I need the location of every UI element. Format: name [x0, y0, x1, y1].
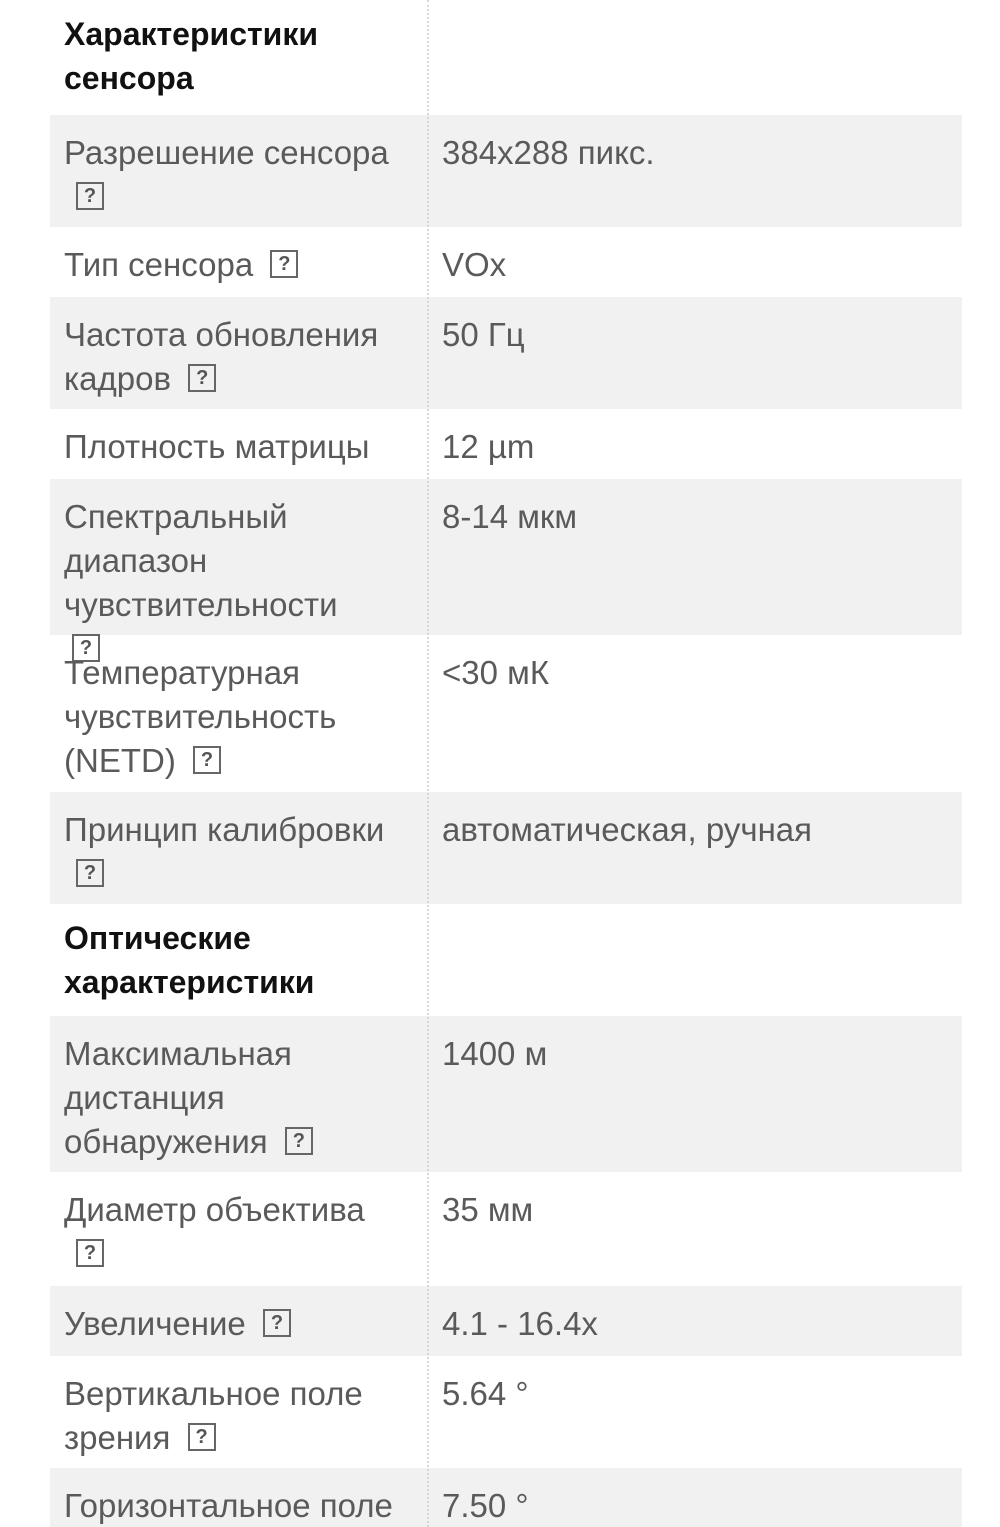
spec-label-text: Максимальная дистанция обнаружения	[64, 1035, 292, 1160]
help-icon[interactable]: ?	[188, 364, 216, 392]
help-icon[interactable]: ?	[285, 1127, 313, 1155]
spec-label-text: Плотность матрицы	[64, 428, 370, 465]
spec-label	[64, 313, 394, 401]
spec-value: 8-14 мкм	[442, 498, 578, 535]
spec-label	[64, 808, 404, 896]
help-icon[interactable]: ?	[270, 250, 298, 278]
spec-row	[50, 1356, 962, 1468]
spec-label-text: Вертикальное поле зрения	[64, 1375, 363, 1456]
spec-value: 4.1 - 16.4x	[442, 1305, 598, 1342]
spec-row	[50, 1016, 962, 1172]
help-icon[interactable]: ?	[72, 634, 100, 662]
spec-value: 1400 м	[442, 1035, 548, 1072]
spec-label	[64, 425, 409, 469]
section-heading	[50, 0, 962, 115]
spec-label-text: Диаметр объектива	[64, 1191, 365, 1228]
help-icon[interactable]: ?	[263, 1309, 291, 1337]
spec-row	[50, 479, 962, 660]
spec-row	[50, 635, 962, 792]
help-icon[interactable]: ?	[76, 1239, 104, 1267]
spec-row	[50, 1172, 962, 1286]
column-divider	[427, 0, 429, 1527]
spec-value: 50 Гц	[442, 316, 525, 353]
spec-row	[50, 409, 962, 479]
spec-label	[64, 243, 409, 287]
help-icon[interactable]: ?	[76, 859, 104, 887]
spec-row	[50, 792, 962, 904]
section-title: Характеристики сенсора	[64, 16, 319, 96]
spec-label-text: Спектральный диапазон чувствительности	[64, 498, 338, 623]
spec-label-text: Горизонтальное поле	[64, 1487, 393, 1524]
spec-row	[50, 297, 962, 409]
section-heading	[50, 904, 962, 1016]
help-icon[interactable]: ?	[76, 182, 104, 210]
help-icon[interactable]: ?	[193, 746, 221, 774]
spec-label-text: Разрешение сенсора	[64, 134, 389, 171]
section-title: Оптические характеристики	[64, 920, 315, 1000]
spec-label	[64, 1372, 384, 1460]
spec-value: 7.50 °	[442, 1487, 529, 1524]
spec-label	[64, 131, 404, 219]
spec-row	[50, 227, 962, 297]
spec-label-text: Принцип калибровки	[64, 811, 385, 848]
spec-label-text: Частота обновления кадров	[64, 316, 379, 397]
spec-value: 384x288 пикс.	[442, 134, 655, 171]
help-icon[interactable]: ?	[188, 1423, 216, 1451]
spec-row	[50, 1286, 962, 1356]
spec-label	[64, 651, 354, 783]
spec-value: <30 мК	[442, 654, 550, 691]
spec-label-text: Температурная чувствительность (NETD)	[64, 654, 337, 779]
spec-value: VOx	[442, 246, 507, 283]
spec-label	[64, 1032, 354, 1164]
spec-row	[50, 1468, 962, 1527]
spec-label	[64, 1188, 394, 1276]
spec-value: автоматическая, ручная	[442, 811, 813, 848]
spec-value: 12 µm	[442, 428, 535, 465]
spec-row	[50, 115, 962, 227]
spec-value: 5.64 °	[442, 1375, 529, 1412]
spec-label-text: Тип сенсора	[64, 246, 254, 283]
spec-label	[64, 1302, 409, 1346]
spec-value: 35 мм	[442, 1191, 534, 1228]
spec-label-text: Увеличение	[64, 1305, 246, 1342]
spec-label	[64, 1484, 424, 1527]
